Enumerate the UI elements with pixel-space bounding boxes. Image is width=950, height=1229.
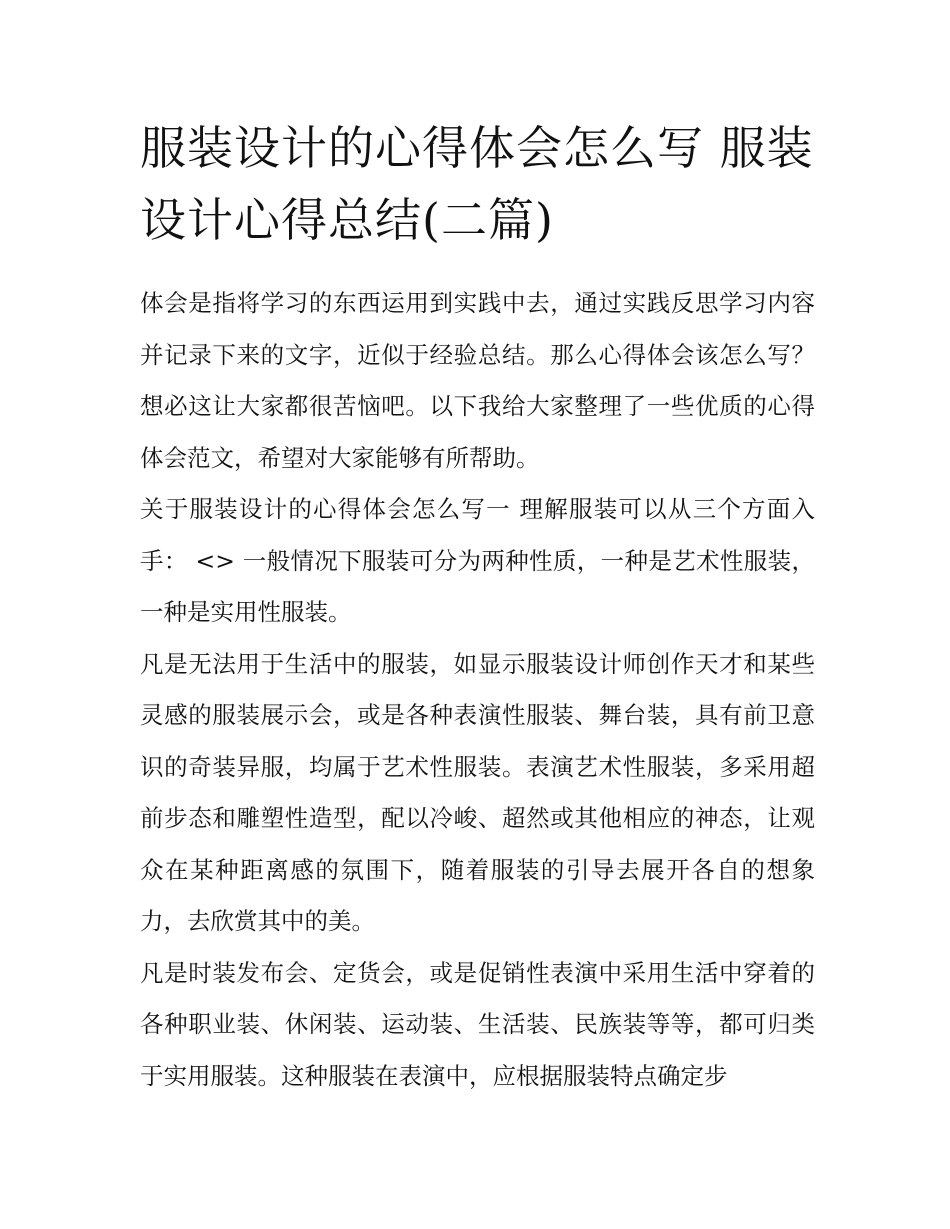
paragraph-artistic-clothing: 凡是无法用于生活中的服装，如显示服装设计师创作天才和某些灵感的服装展示会，或是各种表演性服装、舞台装，具有前卫意识的奇装异服，均属于艺术性服装。表演艺术性服装，多采用超前步态和雕塑性造型，配以冷峻、超然或其他相应的神态，让观众在某种距离感的氛围下，随着服装的引导去展开各自的想象力，去欣赏其中的美。 <box>140 649 815 935</box>
paragraph-intro: 体会是指将学习的东西运用到实践中去，通过实践反思学习内容并记录下来的文字，近似于经验总结。那么心得体会该怎么写？想必这让大家都很苦恼吧。以下我给大家整理了一些优质的心得体会范文，希望对大家能够有所帮助。 <box>140 289 815 472</box>
document-body <box>140 112 815 1102</box>
paragraph-section-one: 关于服装设计的心得体会怎么写一 理解服装可以从三个方面入手： <> 一般情况下服装可分为两种性质，一种是艺术性服装，一种是实用性服装。 <box>140 495 815 626</box>
paragraph-practical-clothing: 凡是时装发布会、定货会，或是促销性表演中采用生活中穿着的各种职业装、休闲装、运动装、生活装、民族装等等，都可归类于实用服装。这种服装在表演中，应根据服装特点确定步 <box>140 958 815 1090</box>
document-title: 服装设计的心得体会怎么写 服装设计心得总结(二篇) <box>140 121 814 247</box>
